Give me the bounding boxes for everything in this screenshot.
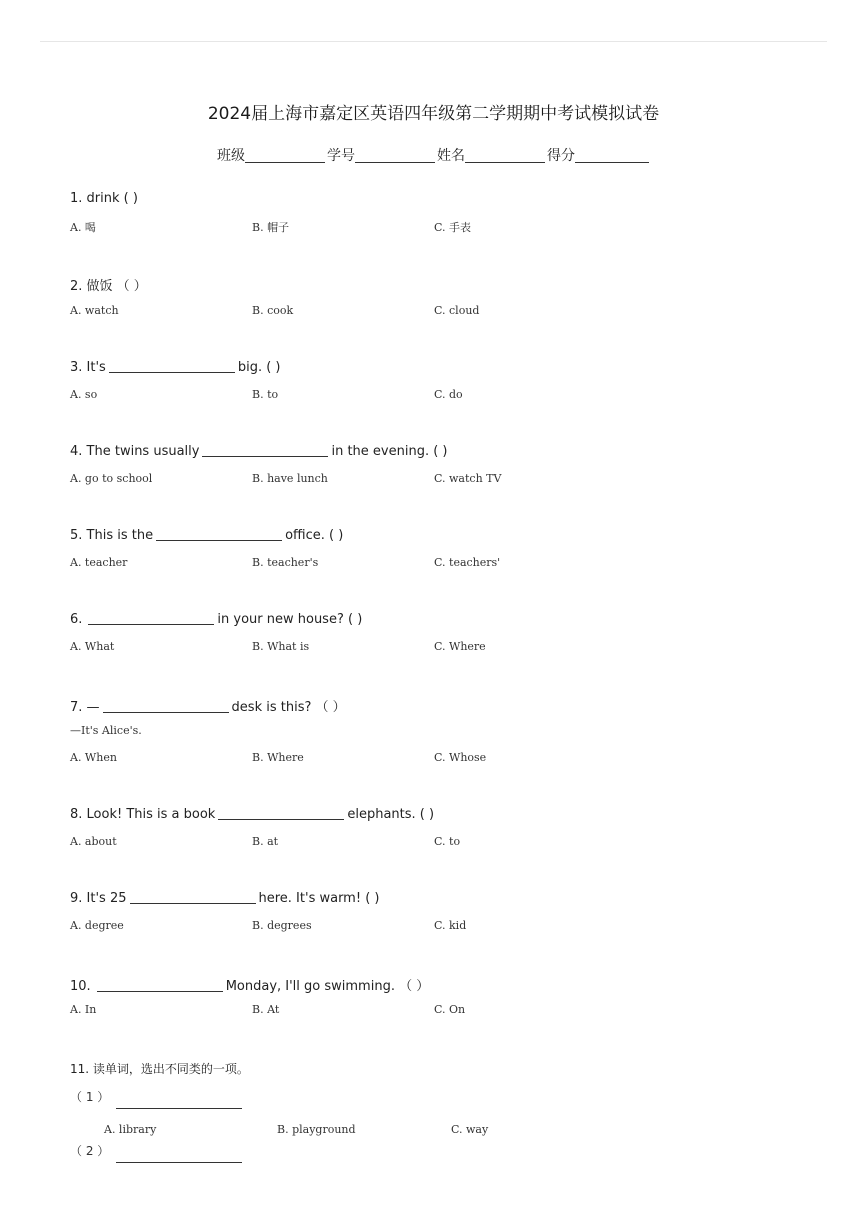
q4-option-b[interactable]: B. have lunch — [252, 472, 328, 485]
q6-option-b[interactable]: B. What is — [252, 640, 310, 653]
question-9 — [70, 891, 379, 906]
answer-blank[interactable] — [103, 700, 229, 713]
question-2 — [70, 275, 147, 294]
question-4 — [70, 444, 448, 459]
q3-option-a[interactable]: A. so — [70, 388, 98, 401]
question-text: 9. It's 25 — [70, 891, 127, 906]
q9-option-c[interactable]: C. kid — [434, 919, 467, 932]
question-text: 4. The twins usually — [70, 444, 200, 459]
q1-option-b[interactable]: B. 帽子 — [252, 221, 290, 234]
question-6 — [70, 612, 362, 627]
q11-sub2-label: （ 2 ） — [70, 1144, 110, 1158]
student-id-label: 学号 — [327, 148, 355, 164]
q6-option-c[interactable]: C. Where — [434, 640, 486, 653]
question-text: Monday, I'll go swimming. （ ） — [225, 979, 430, 994]
question-text: in the evening. ( ) — [331, 444, 448, 459]
q7-option-a[interactable]: A. When — [70, 751, 117, 764]
q2-option-c[interactable]: C. cloud — [434, 304, 480, 317]
question-1 — [70, 191, 138, 206]
score-label: 得分 — [547, 148, 575, 164]
q7-option-c[interactable]: C. Whose — [434, 751, 487, 764]
name-blank[interactable] — [465, 148, 545, 163]
q6-option-a[interactable]: A. What — [70, 640, 115, 653]
question-text: 3. It's — [70, 360, 106, 375]
page-title: 2024届上海市嘉定区英语四年级第二学期期中考试模拟试卷 — [207, 104, 660, 124]
question-text: 6. — [70, 612, 83, 627]
class-label: 班级 — [217, 148, 245, 164]
question-3 — [70, 360, 280, 375]
q1-option-a[interactable]: A. 喝 — [70, 221, 96, 234]
question-11-instruction: 11. 读单词，选出不同类的一项。 — [70, 1062, 249, 1076]
student-info-line — [217, 145, 651, 165]
question-text: desk is this? （ ） — [231, 700, 346, 715]
question-text: office. ( ) — [285, 528, 344, 543]
score-blank[interactable] — [575, 148, 649, 163]
page-top-rule — [40, 41, 827, 42]
question-10 — [70, 975, 429, 994]
answer-blank[interactable] — [109, 360, 235, 373]
q11-sub1-option-b[interactable]: B. playground — [277, 1123, 356, 1136]
q5-option-b[interactable]: B. teacher's — [252, 556, 319, 569]
q9-option-a[interactable]: A. degree — [70, 919, 124, 932]
q7-option-b[interactable]: B. Where — [252, 751, 304, 764]
q4-option-a[interactable]: A. go to school — [70, 472, 153, 485]
q11-sub1-blank[interactable] — [116, 1107, 242, 1109]
answer-blank[interactable] — [202, 444, 328, 457]
question-text: big. ( ) — [237, 360, 281, 375]
question-text: 10. — [70, 979, 91, 994]
question-7 — [70, 696, 346, 715]
question-text: 8. Look! This is a book — [70, 807, 216, 822]
q10-option-b[interactable]: B. At — [252, 1003, 280, 1016]
answer-blank[interactable] — [88, 612, 214, 625]
question-text: in your new house? ( ) — [217, 612, 363, 627]
question-text: 1. drink ( ) — [70, 191, 138, 206]
q11-sub1-label: （ 1 ） — [70, 1090, 110, 1104]
q10-option-a[interactable]: A. In — [70, 1003, 97, 1016]
answer-blank[interactable] — [156, 528, 282, 541]
q11-sub2-blank[interactable] — [116, 1161, 242, 1163]
q2-option-a[interactable]: A. watch — [70, 304, 119, 317]
answer-blank[interactable] — [218, 807, 344, 820]
question-text: 5. This is the — [70, 528, 154, 543]
q5-option-c[interactable]: C. teachers' — [434, 556, 501, 569]
question-text: 2. 做饭 （ ） — [70, 279, 147, 294]
q7-dialogue-reply: —It's Alice's. — [70, 724, 142, 737]
student-id-blank[interactable] — [355, 148, 435, 163]
q4-option-c[interactable]: C. watch TV — [434, 472, 502, 485]
answer-blank[interactable] — [97, 979, 223, 992]
q10-option-c[interactable]: C. On — [434, 1003, 466, 1016]
q1-option-c[interactable]: C. 手表 — [434, 221, 472, 234]
name-label: 姓名 — [437, 148, 465, 164]
q3-option-b[interactable]: B. to — [252, 388, 279, 401]
question-text: here. It's warm! ( ) — [258, 891, 380, 906]
q11-sub1-option-a[interactable]: A. library — [104, 1123, 157, 1136]
question-text: elephants. ( ) — [347, 807, 435, 822]
answer-blank[interactable] — [130, 891, 256, 904]
q5-option-a[interactable]: A. teacher — [70, 556, 128, 569]
q2-option-b[interactable]: B. cook — [252, 304, 294, 317]
class-blank[interactable] — [245, 148, 325, 163]
q8-option-b[interactable]: B. at — [252, 835, 279, 848]
q3-option-c[interactable]: C. do — [434, 388, 463, 401]
q11-sub1-option-c[interactable]: C. way — [451, 1123, 489, 1136]
q8-option-c[interactable]: C. to — [434, 835, 461, 848]
question-text: 7. — — [70, 700, 100, 715]
q9-option-b[interactable]: B. degrees — [252, 919, 312, 932]
question-8 — [70, 807, 434, 822]
q8-option-a[interactable]: A. about — [70, 835, 117, 848]
question-5 — [70, 528, 343, 543]
